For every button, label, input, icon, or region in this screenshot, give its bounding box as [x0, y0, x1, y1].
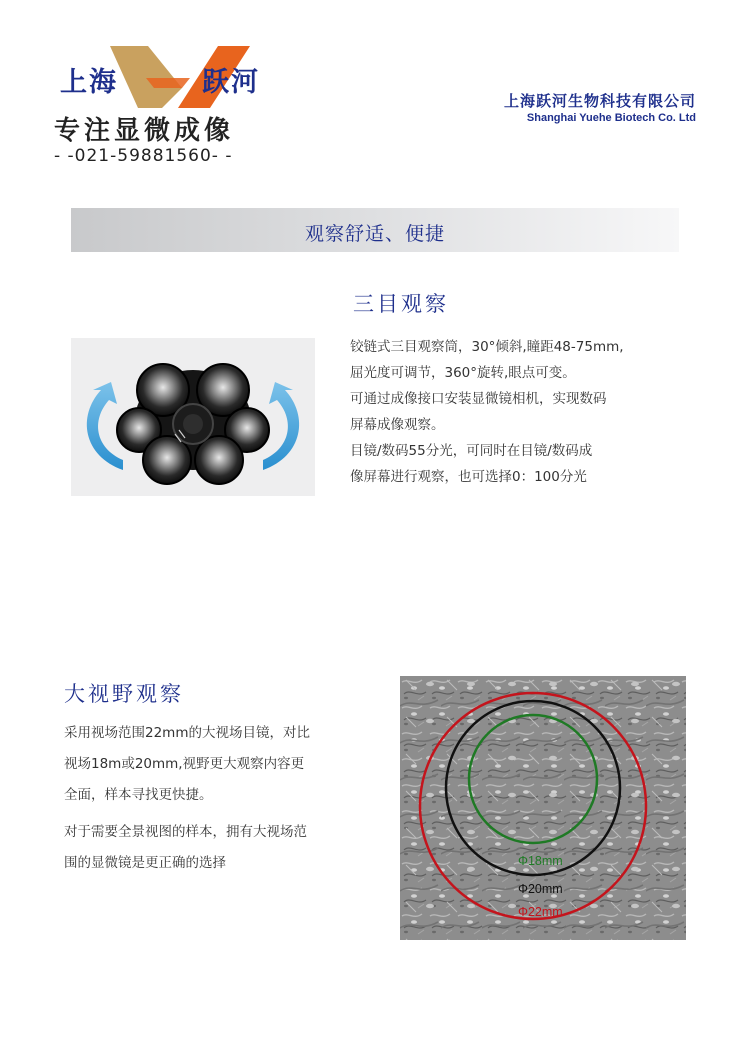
description-line: 铰链式三目观察筒，30°倾斜,瞳距48-75mm,: [350, 339, 624, 355]
trinocular-head-photo: [71, 338, 315, 496]
description-line: 屈光度可调节，360°旋转,眼点可变。: [350, 365, 576, 381]
feature-wide-field-description: [64, 718, 364, 879]
section-title: 观察舒适、便捷: [304, 223, 445, 245]
feature-trinocular-heading: 三目观察: [353, 292, 449, 316]
feature-trinocular-description: [350, 334, 690, 490]
description-line: 全面，样本寻找更快捷。: [64, 787, 213, 803]
company-name-cn: 上海跃河生物科技有限公司: [503, 92, 696, 110]
description-line: 像屏幕进行观察，也可选择0：100分光: [350, 469, 587, 485]
field-of-view-micrograph: [400, 676, 686, 940]
description-line: 围的显微镜是更正确的选择: [64, 855, 226, 871]
description-line: 视场18m或20mm,视野更大观察内容更: [64, 756, 305, 772]
trinocular-illustration: [71, 338, 315, 496]
description-line: 对于需要全景视图的样本，拥有大视场范: [64, 824, 307, 840]
description-line: 屏幕成像观察。: [350, 417, 445, 433]
logo-text-right: 跃河: [202, 67, 260, 98]
company-name-en: Shanghai Yuehe Biotech Co. Ltd: [526, 112, 696, 124]
ring-label-18mm: Φ18mm: [518, 854, 563, 868]
logo-text-left: 上海: [60, 67, 118, 98]
section-banner: [71, 208, 679, 252]
feature-wide-field-heading: 大视野观察: [64, 682, 184, 706]
logo-tagline: 专注显微成像: [54, 116, 235, 146]
company-logo: [50, 38, 280, 168]
ring-label-22mm: Φ22mm: [518, 905, 563, 919]
ring-label-20mm: Φ20mm: [518, 882, 563, 896]
description-line: 目镜/数码55分光，可同时在目镜/数码成: [350, 443, 593, 459]
description-line: 采用视场范围22mm的大视场目镜，对比: [64, 725, 310, 741]
phone-number: - -021-59881560- -: [54, 146, 233, 166]
description-line: 可通过成像接口安装显微镜相机，实现数码: [350, 391, 607, 407]
cell-culture-illustration: [400, 676, 686, 940]
